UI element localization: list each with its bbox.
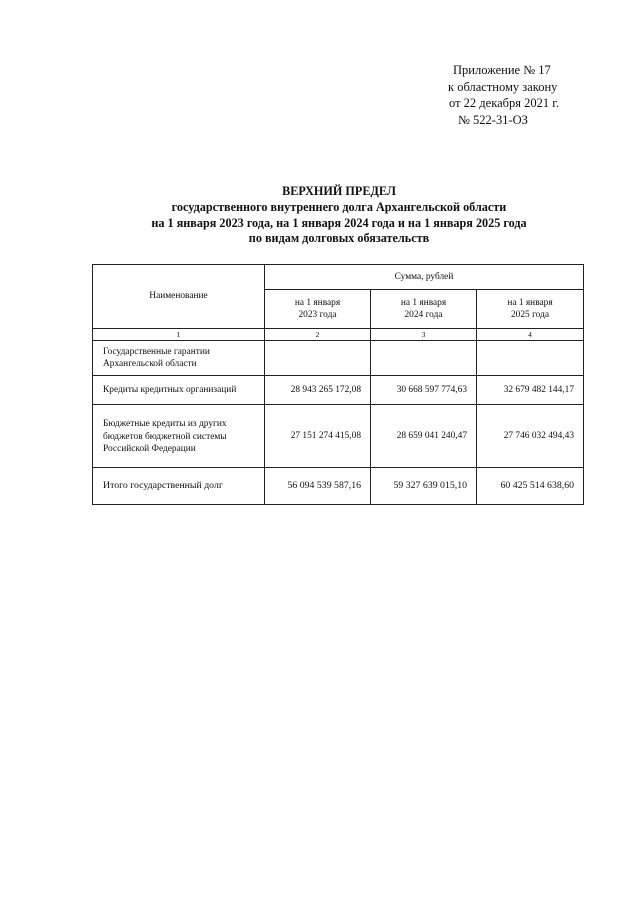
total-value: 59 327 639 015,10 xyxy=(371,468,477,505)
title-line: на 1 января 2023 года, на 1 января 2024 года и на 1 января 2025 года xyxy=(151,215,527,230)
title-line: государственного внутреннего долга Архангельской области xyxy=(171,199,507,214)
row-name-line: Кредиты кредитных организаций xyxy=(103,384,237,395)
column-number: 3 xyxy=(371,329,477,341)
appendix-reference xyxy=(430,62,580,128)
header-date-2024 xyxy=(371,290,477,329)
row-name-line: Архангельской области xyxy=(103,359,197,369)
total-value: 56 094 539 587,16 xyxy=(265,468,371,505)
row-value: 32 679 482 144,17 xyxy=(477,376,584,405)
date-line: 2024 года xyxy=(404,310,443,320)
row-name-line: бюджетов бюджетной системы xyxy=(103,431,227,442)
header-sum: Сумма, рублей xyxy=(265,265,584,290)
total-label: Итого государственный долг xyxy=(93,468,265,505)
row-value xyxy=(477,341,584,376)
header-date-2025 xyxy=(477,290,584,329)
row-name-line: Государственные гарантии xyxy=(103,346,210,357)
date-line: 2025 года xyxy=(510,310,550,320)
row-value xyxy=(265,341,371,376)
total-row xyxy=(93,468,584,505)
appendix-line: от 22 декабря 2021 г. xyxy=(449,96,560,110)
table-row xyxy=(93,376,584,405)
row-name-line: Российской Федерации xyxy=(103,444,196,455)
column-number: 2 xyxy=(265,329,371,341)
date-line: на 1 января xyxy=(400,297,447,308)
appendix-line: № 522-31-ОЗ xyxy=(458,112,528,127)
appendix-line: к областному закону xyxy=(448,79,558,94)
date-line: на 1 января xyxy=(507,297,553,308)
row-name-line: Бюджетные кредиты из других xyxy=(103,419,227,430)
row-name xyxy=(93,405,265,468)
header-date-2023 xyxy=(265,290,371,329)
total-value: 60 425 514 638,60 xyxy=(477,468,584,505)
debt-table xyxy=(92,264,584,505)
header-name: Наименование xyxy=(93,265,265,329)
date-line: 2023 года xyxy=(298,310,337,320)
title-line: ВЕРХНИЙ ПРЕДЕЛ xyxy=(282,184,396,198)
column-number: 4 xyxy=(477,329,584,341)
row-value: 27 746 032 494,43 xyxy=(477,405,584,468)
row-value: 30 668 597 774,63 xyxy=(371,376,477,405)
row-name xyxy=(93,376,265,405)
row-value xyxy=(371,341,477,376)
row-value: 27 151 274 415,08 xyxy=(265,405,371,468)
row-value: 28 943 265 172,08 xyxy=(265,376,371,405)
table-row xyxy=(93,341,584,376)
column-number: 1 xyxy=(93,329,265,341)
appendix-line: Приложение № 17 xyxy=(453,63,551,77)
row-value: 28 659 041 240,47 xyxy=(371,405,477,468)
title-line: по видам долговых обязательств xyxy=(248,231,430,246)
row-name xyxy=(93,341,265,376)
document-title xyxy=(100,184,578,247)
date-line: на 1 января xyxy=(294,297,341,308)
table-row xyxy=(93,405,584,468)
